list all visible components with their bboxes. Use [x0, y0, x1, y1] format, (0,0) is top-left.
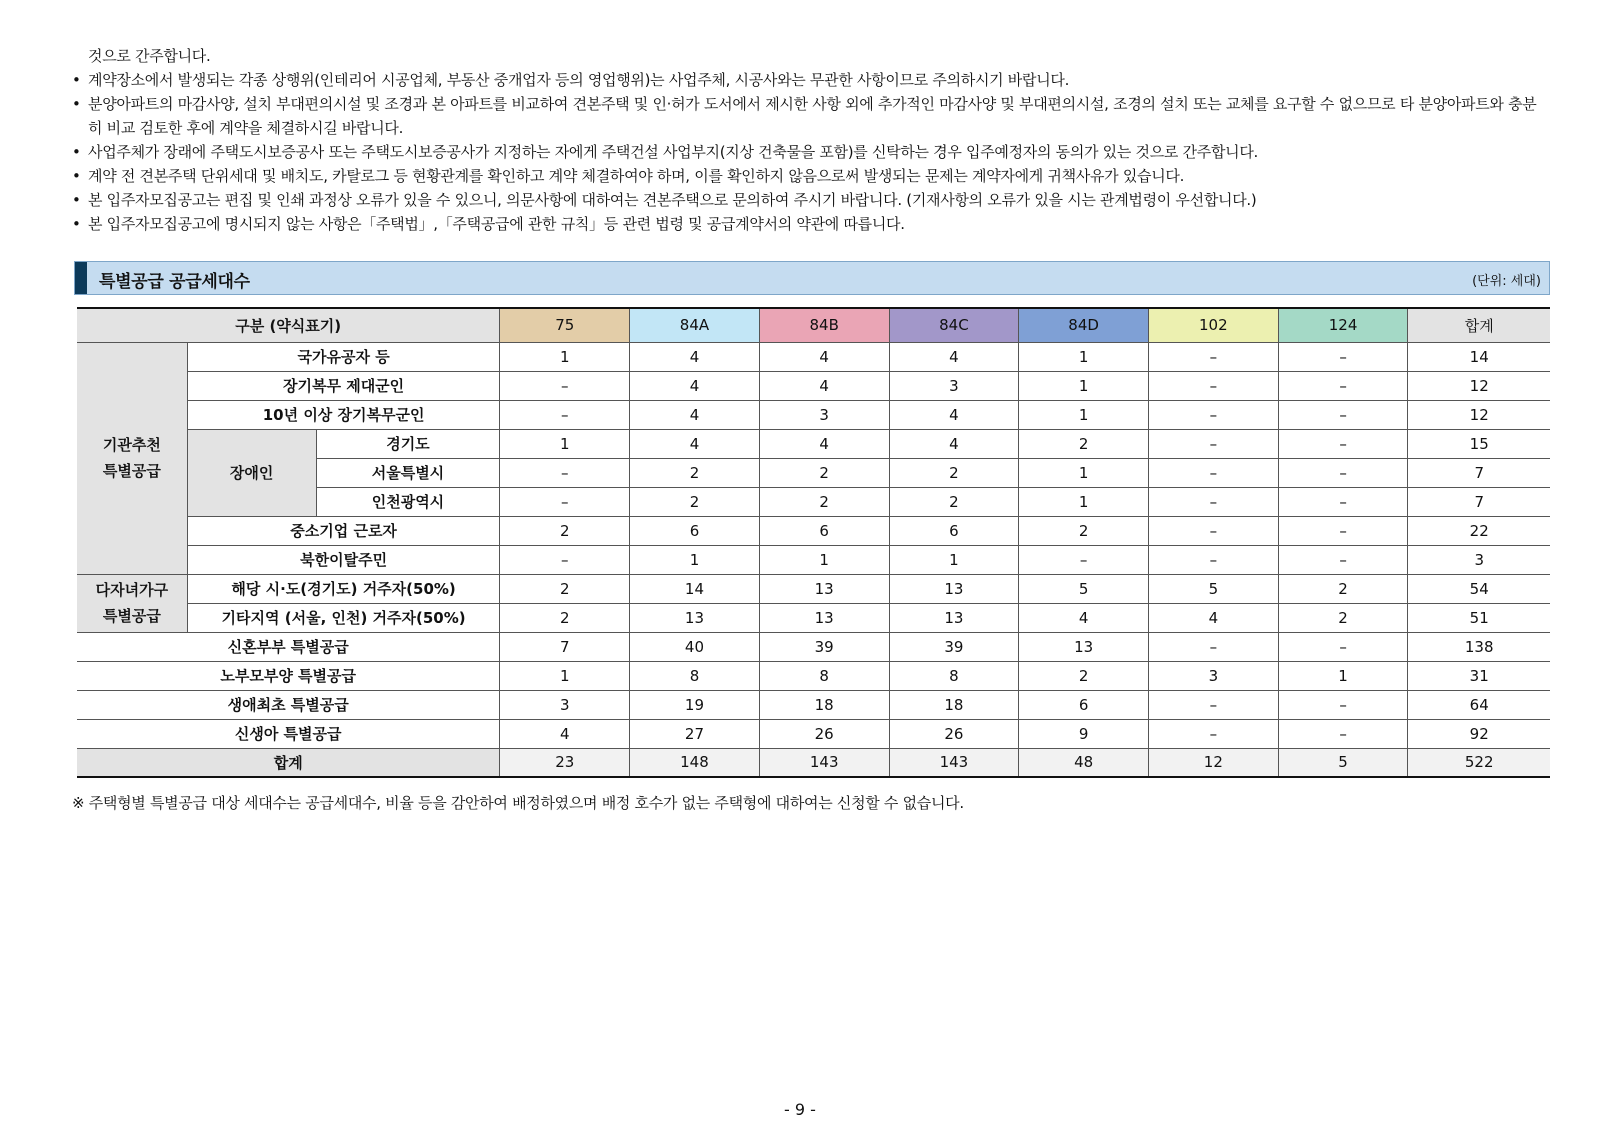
row-label: 10년 이상 장기복무군인 — [187, 400, 500, 429]
row-label: 해당 시·도(경기도) 거주자(50%) — [187, 574, 500, 603]
table-cell: 92 — [1408, 719, 1550, 748]
table-cell: 6 — [630, 516, 760, 545]
notice-text: 계약 전 견본주택 단위세대 및 배치도, 카탈로그 등 현황관계를 확인하고 계약 체결하여야 하며, 이를 확인하지 않음으로써 발생되는 문제는 계약자에게 귀책사유가 있습니다. — [88, 167, 1185, 185]
table-cell: 1 — [1019, 371, 1149, 400]
table-cell: 8 — [630, 661, 760, 690]
table-cell: 3 — [1408, 545, 1550, 574]
column-header-124: 124 — [1278, 308, 1408, 342]
table-row — [77, 574, 1550, 603]
table-cell: – — [1278, 516, 1408, 545]
table-cell: 7 — [500, 632, 630, 661]
notice-text: 계약장소에서 발생되는 각종 상행위(인테리어 시공업체, 부동산 중개업자 등의 영업행위)는 사업주체, 시공사와는 무관한 사항이므로 주의하시기 바랍니다. — [88, 71, 1070, 89]
table-cell: 4 — [630, 400, 760, 429]
section-unit: (단위: 세대) — [1472, 274, 1541, 289]
table-cell: 4 — [889, 342, 1019, 371]
table-cell: 8 — [759, 661, 889, 690]
notice-item — [72, 212, 1550, 236]
table-cell: – — [1278, 632, 1408, 661]
table-cell: 2 — [1278, 574, 1408, 603]
table-cell: 2 — [500, 516, 630, 545]
table-cell: 39 — [759, 632, 889, 661]
notice-text: 본 입주자모집공고는 편집 및 인쇄 과정상 오류가 있을 수 있으니, 의문사항에 대하여는 견본주택으로 문의하여 주시기 바랍니다. (기재사항의 오류가 있을 시는 관계법령이 우선합니다.) — [88, 191, 1257, 209]
table-row — [77, 661, 1550, 690]
table-cell: 6 — [759, 516, 889, 545]
table-cell: – — [1148, 690, 1278, 719]
bullet-icon: • — [72, 191, 81, 209]
table-cell: 2 — [759, 487, 889, 516]
bullet-icon: • — [72, 167, 81, 185]
table-cell: 148 — [630, 748, 760, 777]
table-cell: 27 — [630, 719, 760, 748]
table-cell: – — [1148, 719, 1278, 748]
table-cell: – — [1019, 545, 1149, 574]
row-label: 중소기업 근로자 — [187, 516, 500, 545]
table-cell: – — [1148, 371, 1278, 400]
table-cell: – — [1278, 719, 1408, 748]
table-cell: 2 — [889, 458, 1019, 487]
table-row — [77, 342, 1550, 371]
table-cell: 8 — [889, 661, 1019, 690]
footnote: ※ 주택형별 특별공급 대상 세대수는 공급세대수, 비율 등을 감안하여 배정하였으며 배정 호수가 없는 주택형에 대하여는 신청할 수 없습니다. — [72, 794, 964, 812]
table-cell: 2 — [1019, 429, 1149, 458]
table-cell: 4 — [1148, 603, 1278, 632]
table-cell: 2 — [630, 458, 760, 487]
table-cell: 3 — [1148, 661, 1278, 690]
table-cell: 5 — [1019, 574, 1149, 603]
notice-list — [72, 44, 1550, 236]
supply-table — [77, 307, 1550, 778]
notice-text: 것으로 간주합니다. — [88, 47, 211, 65]
table-cell: 1 — [1278, 661, 1408, 690]
table-row — [77, 429, 1550, 458]
table-row — [77, 400, 1550, 429]
table-cell: – — [1148, 400, 1278, 429]
table-cell: 4 — [630, 371, 760, 400]
table-cell: 3 — [759, 400, 889, 429]
section-header — [74, 261, 1550, 295]
row-label: 합계 — [77, 748, 500, 777]
table-row — [77, 371, 1550, 400]
table-cell: 64 — [1408, 690, 1550, 719]
group-label-institution: 기관추천 특별공급 — [77, 342, 187, 574]
table-cell: 26 — [889, 719, 1019, 748]
table-cell: 22 — [1408, 516, 1550, 545]
table-cell: 2 — [500, 574, 630, 603]
table-cell: – — [500, 487, 630, 516]
table-cell: 1 — [630, 545, 760, 574]
table-cell: – — [1148, 342, 1278, 371]
table-cell: – — [1148, 545, 1278, 574]
table-cell: 9 — [1019, 719, 1149, 748]
table-row — [77, 719, 1550, 748]
table-row — [77, 516, 1550, 545]
table-cell: 48 — [1019, 748, 1149, 777]
table-cell: 31 — [1408, 661, 1550, 690]
table-cell: 1 — [889, 545, 1019, 574]
table-cell: – — [1148, 458, 1278, 487]
notice-item — [72, 164, 1550, 188]
bullet-icon: • — [72, 215, 81, 233]
row-label: 국가유공자 등 — [187, 342, 500, 371]
table-cell: 5 — [1148, 574, 1278, 603]
header-label: 구분 (약식표기) — [77, 308, 500, 342]
table-cell: 1 — [1019, 342, 1149, 371]
table-cell: 15 — [1408, 429, 1550, 458]
table-cell: 18 — [889, 690, 1019, 719]
column-header-합계: 합계 — [1408, 308, 1550, 342]
notice-item — [72, 188, 1550, 212]
table-cell: – — [1278, 342, 1408, 371]
row-label: 신생아 특별공급 — [77, 719, 500, 748]
row-label: 생애최초 특별공급 — [77, 690, 500, 719]
table-cell: 1 — [500, 661, 630, 690]
notice-text: 본 입주자모집공고에 명시되지 않는 사항은「주택법」,「주택공급에 관한 규칙」등 관련 법령 및 공급계약서의 약관에 따릅니다. — [88, 215, 905, 233]
row-label: 북한이탈주민 — [187, 545, 500, 574]
table-row — [77, 690, 1550, 719]
table-cell: 13 — [1019, 632, 1149, 661]
row-label: 인천광역시 — [316, 487, 500, 516]
column-header-84A: 84A — [630, 308, 760, 342]
column-header-84D: 84D — [1019, 308, 1149, 342]
row-label: 노부모부양 특별공급 — [77, 661, 500, 690]
table-cell: 26 — [759, 719, 889, 748]
section-title: 특별공급 공급세대수 — [99, 272, 250, 292]
table-cell: – — [1278, 545, 1408, 574]
table-cell: 40 — [630, 632, 760, 661]
table-row — [77, 632, 1550, 661]
table-cell: – — [1278, 458, 1408, 487]
table-cell: 14 — [1408, 342, 1550, 371]
table-cell: 13 — [889, 574, 1019, 603]
notice-item — [72, 68, 1550, 92]
row-label: 신혼부부 특별공급 — [77, 632, 500, 661]
table-cell: 54 — [1408, 574, 1550, 603]
table-cell: 12 — [1148, 748, 1278, 777]
table-cell: 19 — [630, 690, 760, 719]
table-cell: – — [1278, 400, 1408, 429]
table-cell: 522 — [1408, 748, 1550, 777]
table-row — [77, 545, 1550, 574]
table-cell: 2 — [1019, 661, 1149, 690]
table-cell: 1 — [1019, 487, 1149, 516]
table-cell: – — [1278, 371, 1408, 400]
table-cell: 2 — [1278, 603, 1408, 632]
table-cell: 2 — [759, 458, 889, 487]
table-cell: 4 — [630, 429, 760, 458]
table-cell: 1 — [500, 429, 630, 458]
column-header-84C: 84C — [889, 308, 1019, 342]
page-number: - 9 - — [784, 1100, 816, 1119]
table-cell: 3 — [500, 690, 630, 719]
table-cell: 1 — [500, 342, 630, 371]
table-cell: 138 — [1408, 632, 1550, 661]
table-cell: 4 — [630, 342, 760, 371]
bullet-icon: • — [72, 143, 81, 161]
column-header-102: 102 — [1148, 308, 1278, 342]
notice-item — [72, 44, 1550, 68]
table-cell: 51 — [1408, 603, 1550, 632]
notice-item — [72, 140, 1550, 164]
table-cell: 7 — [1408, 458, 1550, 487]
table-cell: 13 — [759, 574, 889, 603]
section-accent-bar — [75, 262, 87, 294]
notice-text: 사업주체가 장래에 주택도시보증공사 또는 주택도시보증공사가 지정하는 자에게 주택건설 사업부지(지상 건축물을 포함)를 신탁하는 경우 입주예정자의 동의가 있는 것으로 간주합니다. — [88, 143, 1258, 161]
table-cell: 2 — [1019, 516, 1149, 545]
table-cell: – — [500, 371, 630, 400]
table-cell: – — [1148, 487, 1278, 516]
table-cell: – — [1148, 516, 1278, 545]
notice-text: 분양아파트의 마감사양, 설치 부대편의시설 및 조경과 본 아파트를 비교하여 견본주택 및 인·허가 도서에서 제시한 사항 외에 추가적인 마감사양 및 부대편의시설, 조경의 설치 또는 교체를 요구할 수 없으므로 타 분양아파트와 충분히 비교 검토한 후에 계약을 체결하시길 바랍니다. — [88, 95, 1537, 137]
table-cell: – — [1278, 429, 1408, 458]
table-cell: – — [500, 400, 630, 429]
column-header-84B: 84B — [759, 308, 889, 342]
notice-item — [72, 92, 1550, 140]
row-label: 서울특별시 — [316, 458, 500, 487]
table-cell: 7 — [1408, 487, 1550, 516]
table-cell: 143 — [759, 748, 889, 777]
table-row — [77, 748, 1550, 777]
table-cell: 4 — [1019, 603, 1149, 632]
table-cell: 5 — [1278, 748, 1408, 777]
row-label: 경기도 — [316, 429, 500, 458]
table-cell: 6 — [889, 516, 1019, 545]
table-cell: 2 — [630, 487, 760, 516]
table-cell: – — [1148, 429, 1278, 458]
group-label-multichild: 다자녀가구 특별공급 — [77, 574, 187, 632]
header-row — [77, 308, 1550, 342]
table-cell: – — [1148, 632, 1278, 661]
table-cell: 143 — [889, 748, 1019, 777]
column-header-75: 75 — [500, 308, 630, 342]
group-label-disabled: 장애인 — [187, 429, 316, 516]
table-cell: 1 — [759, 545, 889, 574]
table-cell: 13 — [889, 603, 1019, 632]
table-cell: 12 — [1408, 400, 1550, 429]
table-cell: 2 — [500, 603, 630, 632]
table-cell: 4 — [759, 342, 889, 371]
table-cell: – — [500, 545, 630, 574]
table-cell: 4 — [759, 429, 889, 458]
table-cell: – — [1278, 487, 1408, 516]
table-cell: 4 — [889, 400, 1019, 429]
bullet-icon: • — [72, 95, 81, 113]
bullet-icon: • — [72, 71, 81, 89]
table-cell: 4 — [889, 429, 1019, 458]
table-cell: – — [1278, 690, 1408, 719]
table-cell: 6 — [1019, 690, 1149, 719]
table-cell: 1 — [1019, 458, 1149, 487]
row-label: 기타지역 (서울, 인천) 거주자(50%) — [187, 603, 500, 632]
table-cell: 13 — [759, 603, 889, 632]
table-cell: 14 — [630, 574, 760, 603]
table-cell: 3 — [889, 371, 1019, 400]
table-cell: 1 — [1019, 400, 1149, 429]
row-label: 장기복무 제대군인 — [187, 371, 500, 400]
table-cell: 2 — [889, 487, 1019, 516]
table-row — [77, 603, 1550, 632]
table-cell: 12 — [1408, 371, 1550, 400]
table-cell: 39 — [889, 632, 1019, 661]
table-cell: 4 — [759, 371, 889, 400]
table-cell: 13 — [630, 603, 760, 632]
table-cell: – — [500, 458, 630, 487]
table-cell: 23 — [500, 748, 630, 777]
table-cell: 18 — [759, 690, 889, 719]
table-cell: 4 — [500, 719, 630, 748]
